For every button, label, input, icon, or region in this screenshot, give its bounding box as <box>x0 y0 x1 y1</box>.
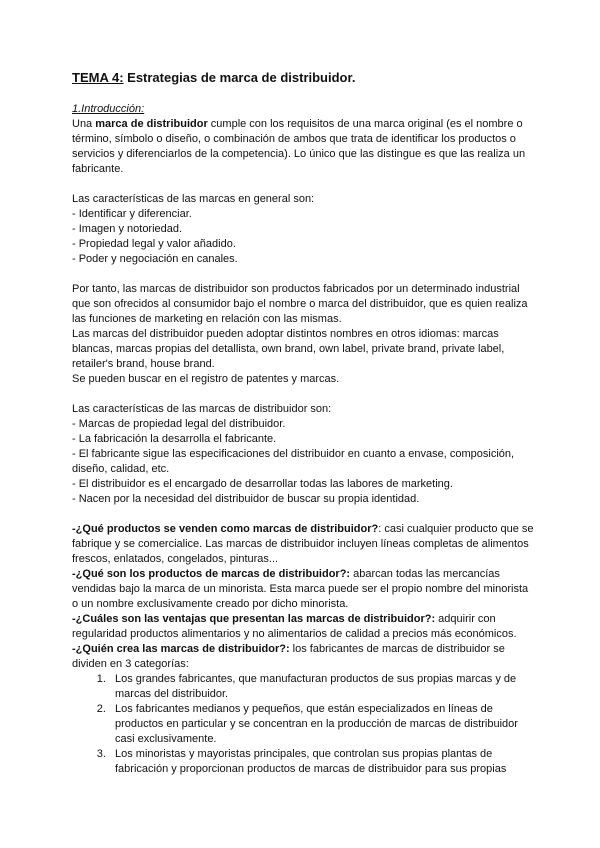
list-item: - El fabricante sigue las especificaciones del distribuidor en cuanto a envase, composición, diseño, calidad, etc. <box>72 448 515 475</box>
list-item: - La fabricación la desarrolla el fabricante. <box>72 433 277 445</box>
list-item: - Marcas de propiedad legal del distribuidor. <box>72 418 286 430</box>
qa-item <box>72 567 534 612</box>
question: -¿Quién crea las marcas de distribuidor?: <box>72 643 290 655</box>
intro-text-a: Una <box>72 118 96 130</box>
categories-list <box>72 672 534 777</box>
numbered-item: 1. Los grandes fabricantes, que manufacturan productos de sus propias marcas y de marcas del distribuidor. <box>109 672 534 702</box>
numbered-item: 2. Los fabricantes medianos y pequeños, que están especializados en líneas de productos en particular y se concentran en la producción de marcas de distribuidor casi exclusivamente. <box>109 702 534 747</box>
document-title <box>72 70 355 86</box>
title-prefix: TEMA 4: <box>72 70 124 85</box>
answer: adquirir con regularidad productos alimentarios y no alimentarios de calidad a precios más económicos. <box>72 613 517 640</box>
answer: los fabricantes de marcas de distribuidor se dividen en 3 categorías: <box>72 643 505 670</box>
question: -¿Cuáles son las ventajas que presentan las marcas de distribuidor?: <box>72 613 436 625</box>
numbered-item: 3. Los minoristas y mayoristas principales, que controlan sus propias plantas de fabricación y proporcionan productos de marcas de distribuidor para sus propias <box>109 747 534 777</box>
question: -¿Qué son los productos de marcas de distribuidor?: <box>72 568 351 580</box>
list-item: - Poder y negociación en canales. <box>72 253 238 265</box>
paragraph: Las marcas del distribuidor pueden adoptar distintos nombres en otros idiomas: marcas blancas, marcas propias del detallista, own brand, own label, private brand, private label, retailer's brand, house brand. <box>72 328 505 370</box>
paragraph: Se pueden buscar en el registro de patentes y marcas. <box>72 373 340 385</box>
section-heading: 1.Introducción: <box>72 103 145 115</box>
general-characteristics-intro: Las características de las marcas en general son: <box>72 193 315 205</box>
intro-text-b: cumple con los requisitos de una marca original (es el nombre o término, símbolo o diseño, o combinación de ambos que trata de identificar los productos o servicios y diferenciarlos de la competencia). Lo único que las distingue es que las realiza un fabricante. <box>72 118 526 175</box>
qa-item <box>72 642 534 672</box>
paragraph: Por tanto, las marcas de distribuidor son productos fabricados por un determinado industrial que son ofrecidos al consumidor bajo el nombre o marca del distribuidor, que es quien realiza las funciones de marketing en relación con las mismas. <box>72 283 528 325</box>
document-body <box>72 102 534 777</box>
list-item: - Identificar y diferenciar. <box>72 208 192 220</box>
answer: : casi cualquier producto que se fabrique y se comercialice. Las marcas de distribuidor incluyen líneas completas de alimentos frescos, enlatados, congelados, pinturas... <box>72 523 534 565</box>
intro-bold-term: marca de distribuidor <box>95 118 208 130</box>
list-item: - Nacen por la necesidad del distribuidor de buscar su propia identidad. <box>72 493 420 505</box>
intro-paragraph <box>72 117 534 177</box>
list-item: - El distribuidor es el encargado de desarrollar todas las labores de marketing. <box>72 478 453 490</box>
answer: abarcan todas las mercancías vendidas bajo la marca de un minorista. Esta marca puede ser el propio nombre del minorista o un nombre exclusivamente creado por dicho minorista. <box>72 568 529 610</box>
qa-item <box>72 522 534 567</box>
title-text: Estrategias de marca de distribuidor. <box>123 70 356 85</box>
question: -¿Qué productos se venden como marcas de distribuidor? <box>72 523 379 535</box>
list-item: - Propiedad legal y valor añadido. <box>72 238 236 250</box>
distributor-characteristics-intro: Las características de las marcas de distribuidor son: <box>72 403 332 415</box>
qa-item <box>72 612 534 642</box>
list-item: - Imagen y notoriedad. <box>72 223 183 235</box>
